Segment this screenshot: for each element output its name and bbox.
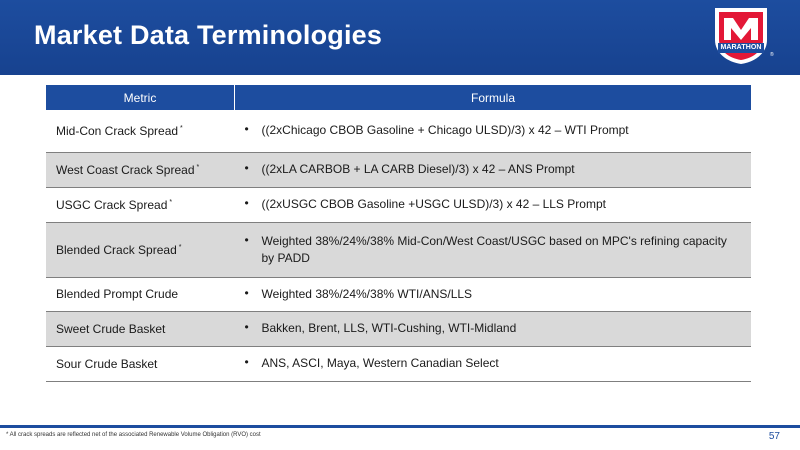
metric-cell <box>46 222 235 277</box>
metric-label: Blended Prompt Crude <box>56 287 179 301</box>
metric-cell <box>46 311 235 346</box>
bullet-dot-icon: • <box>244 320 249 334</box>
column-header-formula: Formula <box>235 85 752 110</box>
formula-cell <box>235 311 752 346</box>
footnote-marker: * <box>180 124 183 132</box>
formula-text: Bakken, Brent, LLS, WTI-Cushing, WTI-Midland <box>261 321 517 335</box>
table-row <box>46 222 751 277</box>
footnote-marker: * <box>196 163 200 171</box>
metric-label: Sour Crude Basket <box>56 356 158 371</box>
metric-label: West Coast Crack Spread <box>56 162 195 177</box>
header-banner <box>0 0 800 75</box>
metric-label: Sweet Crude Basket <box>56 321 166 336</box>
formula-cell <box>235 222 752 277</box>
logo-shield-icon <box>713 6 769 66</box>
metric-label: USGC Crack Spread <box>56 197 168 212</box>
logo-wordmark: MARATHON <box>720 44 762 51</box>
table-row <box>46 187 751 222</box>
formula-cell <box>235 152 752 187</box>
bullet-dot-icon: • <box>244 232 249 247</box>
page-title: Market Data Terminologies <box>34 20 383 50</box>
table-row <box>46 152 751 187</box>
column-header-metric: Metric <box>46 85 235 110</box>
formula-cell <box>235 346 752 381</box>
metric-cell <box>46 152 235 187</box>
footer-divider <box>0 425 800 428</box>
bullet-dot-icon: • <box>244 285 249 300</box>
formula-text: ((2xLA CARBOB + LA CARB Diesel)/3) x 42 – ANS Prompt <box>261 162 575 176</box>
marathon-logo-icon <box>713 6 779 68</box>
bullet-dot-icon: • <box>244 355 249 369</box>
formula-cell <box>235 187 752 222</box>
metric-label: Mid-Con Crack Spread <box>56 123 179 138</box>
metric-cell <box>46 277 235 311</box>
formula-cell <box>235 110 752 152</box>
formula-cell <box>235 277 752 311</box>
page-number: 57 <box>768 431 780 442</box>
bullet-dot-icon: • <box>244 196 249 210</box>
footnote-marker: * <box>178 243 182 251</box>
metric-cell <box>46 346 235 381</box>
table-row <box>46 277 751 311</box>
metric-label: Blended Crack Spread <box>56 242 177 257</box>
footnote-marker: * <box>169 198 173 206</box>
metric-cell <box>46 110 235 152</box>
table-row <box>46 110 751 152</box>
metric-cell <box>46 187 235 222</box>
formula-text: Weighted 38%/24%/38% Mid-Con/West Coast/USGC based on MPC's refining capacity by PADD <box>261 233 727 265</box>
footnote: * All crack spreads are reflected net of the associated Renewable Volume Obligation (RVO) cost <box>6 432 261 438</box>
bullet-dot-icon: • <box>244 161 249 175</box>
formula-text: ANS, ASCI, Maya, Western Canadian Select <box>261 356 499 370</box>
table-header-row <box>46 85 751 110</box>
formula-text: Weighted 38%/24%/38% WTI/ANS/LLS <box>261 286 473 301</box>
formula-text: ((2xUSGC CBOB Gasoline +USGC ULSD)/3) x 42 – LLS Prompt <box>261 197 606 211</box>
terminology-table <box>46 85 751 382</box>
table-row <box>46 346 751 381</box>
registered-mark: ® <box>770 52 774 58</box>
table-row <box>46 311 751 346</box>
formula-text: ((2xChicago CBOB Gasoline + Chicago ULSD)/3) x 42 – WTI Prompt <box>261 123 629 138</box>
bullet-dot-icon: • <box>244 122 249 137</box>
